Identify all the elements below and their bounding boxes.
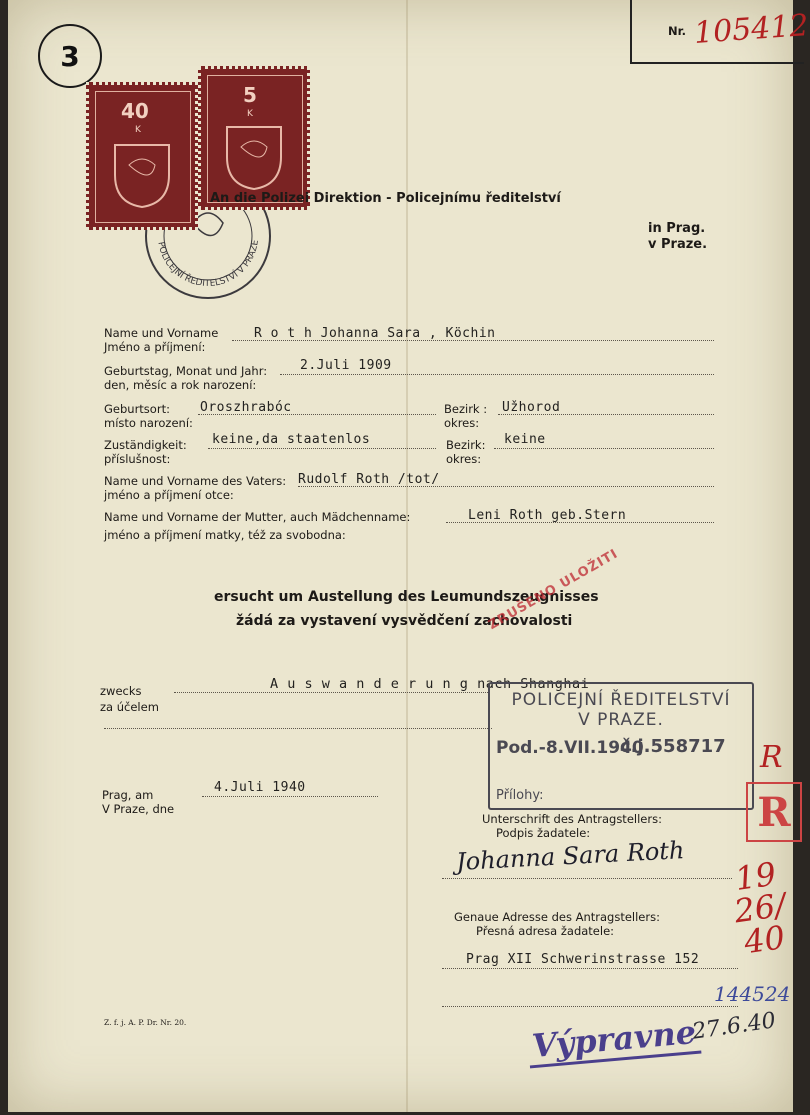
birthplace-value: Oroszhrabóc xyxy=(200,400,292,415)
form-number-circle: 3 xyxy=(38,24,102,88)
address-label-cs: Přesná adresa žadatele: xyxy=(476,924,615,938)
jurisdiction-district-label-cs: okres: xyxy=(446,452,482,466)
signature-label-de: Unterschrift des Antragstellers: xyxy=(482,812,662,826)
request-de: ersucht um Austellung des Leumundszeugnisses xyxy=(214,589,599,605)
birthdate-label-cs: den, měsíc a rok narození: xyxy=(104,378,257,392)
expedition-stamp: Výpravne xyxy=(527,1013,702,1069)
name-value: R o t h Johanna Sara , Köchin xyxy=(254,326,496,341)
date-label-de: Prag, am xyxy=(102,788,154,802)
signature-label-cs: Podpis žadatele: xyxy=(496,826,591,840)
paper-fold xyxy=(406,0,408,1112)
name-label-de: Name und Vorname xyxy=(104,326,219,340)
birthplace-label-de: Geburtsort: xyxy=(104,402,170,416)
birthplace-label-cs: místo narození: xyxy=(104,416,193,430)
purpose-value: A u s w a n d e r u n g nach Shanghai xyxy=(270,676,590,692)
nr-label: Nr. xyxy=(668,24,687,38)
city-cs: v Praze. xyxy=(648,237,708,252)
bottom-number: 144524 xyxy=(714,982,791,1006)
birth-district-label-cs: okres: xyxy=(444,416,480,430)
jurisdiction-district-label-de: Bezirk: xyxy=(446,438,486,452)
expedition-date: 27.6.40 xyxy=(690,1008,778,1045)
city-de: in Prag. xyxy=(648,221,706,236)
addressee: An die Polizei Direktion - Policejnímu ředitelství xyxy=(210,191,561,206)
document-page xyxy=(8,0,810,1112)
father-label-cs: jméno a příjmení otce: xyxy=(104,488,234,502)
diagonal-stamp: ZRUŠENO ULOŽITI xyxy=(486,546,621,633)
signature-value: Johanna Sara Roth xyxy=(455,836,686,876)
address-label-de: Genaue Adresse des Antragstellers: xyxy=(454,910,660,924)
purpose-label-cs: za účelem xyxy=(100,700,159,714)
mother-label-cs: jméno a příjmení matky, též za svobodna: xyxy=(104,528,346,542)
revenue-stamp-5: 5 K xyxy=(198,66,310,210)
name-label-cs: Jméno a příjmení: xyxy=(104,340,206,354)
nr-value: 105412 xyxy=(692,8,810,51)
birthdate-value: 2.Juli 1909 xyxy=(300,358,392,373)
date-value: 4.Juli 1940 xyxy=(214,780,306,795)
purpose-label-de: zwecks xyxy=(100,684,142,698)
jurisdiction-value: keine,da staatenlos xyxy=(212,432,371,447)
jurisdiction-district-value: keine xyxy=(504,432,546,447)
revenue-stamp-40: 40 K xyxy=(86,82,198,230)
mother-label-de: Name und Vorname der Mutter, auch Mädchenname: xyxy=(104,510,411,524)
jurisdiction-label-de: Zuständigkeit: xyxy=(104,438,187,452)
margin-r: R xyxy=(760,740,783,775)
father-label-de: Name und Vorname des Vaters: xyxy=(104,474,287,488)
police-entry-stamp: POLICEJNÍ ŘEDITELSTVÍ V PRAZE. Pod.-8.VII.1940 č.j.558717 Přílohy: xyxy=(488,682,754,810)
request-cs: žádá za vystavení vysvědčení zachovalosti xyxy=(236,613,573,629)
address-value: Prag XII Schwerinstrasse 152 xyxy=(466,952,700,967)
svg-text:POLICEJNÍ ŘEDITELSTVÍ V PRAZE xyxy=(155,239,261,289)
printer-code: Z. f. j. A. P. Dr. Nr. 20. xyxy=(104,1018,187,1027)
round-stamp-text: POLICEJNÍ ŘEDITELSTVÍ V PRAZE xyxy=(155,239,261,290)
r-stamp: R xyxy=(746,782,802,842)
father-value: Rudolf Roth /tot/ xyxy=(298,472,440,487)
birth-district-label-de: Bezirk : xyxy=(444,402,488,416)
reference-number-box xyxy=(630,0,810,64)
jurisdiction-label-cs: příslušnost: xyxy=(104,452,171,466)
margin-number: 1926/40 xyxy=(731,854,789,962)
date-label-cs: V Praze, dne xyxy=(102,802,175,816)
birthdate-label-de: Geburtstag, Monat und Jahr: xyxy=(104,364,268,378)
mother-value: Leni Roth geb.Stern xyxy=(468,508,627,523)
birth-district-value: Užhorod xyxy=(502,400,561,415)
